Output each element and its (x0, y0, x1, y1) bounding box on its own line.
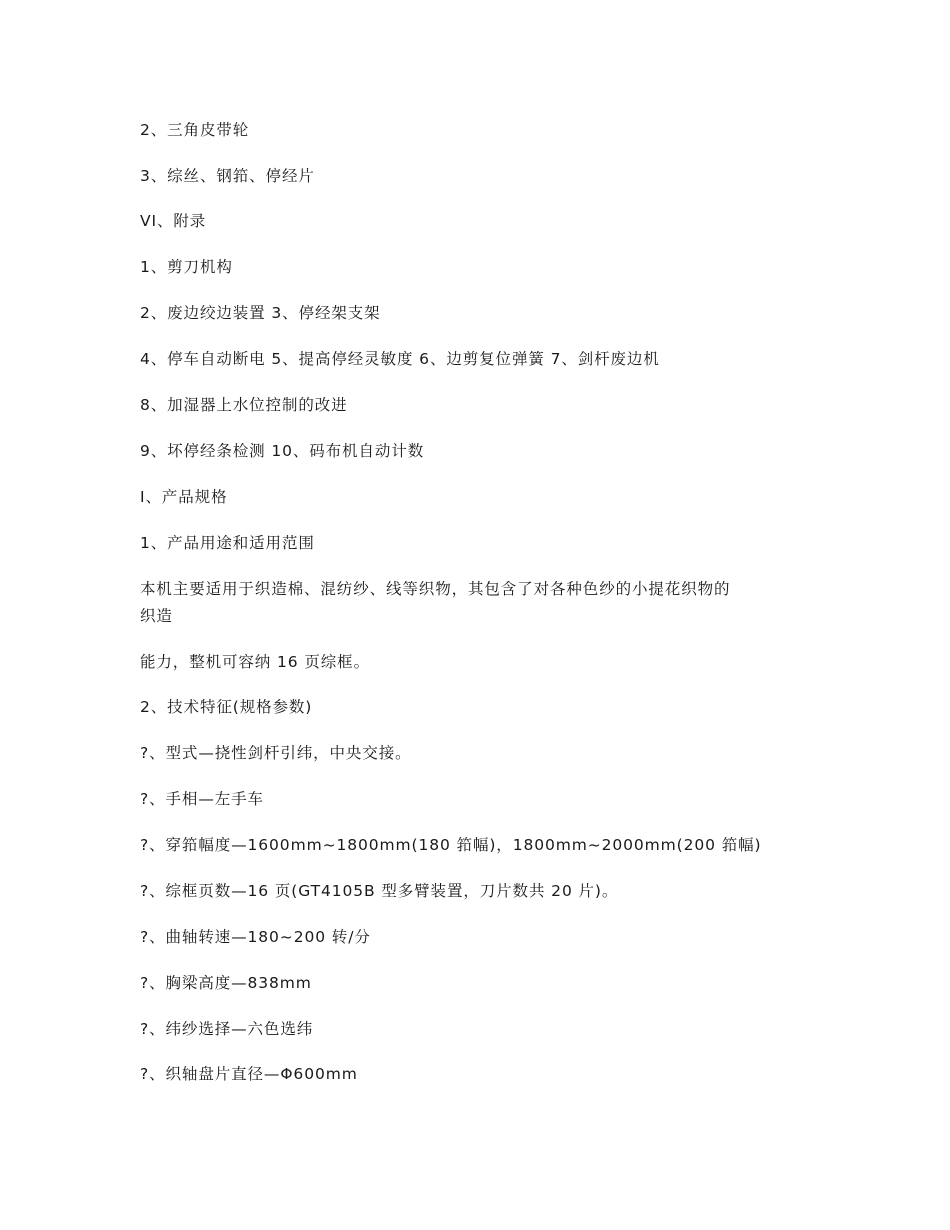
spec-item: ?、纬纱选择—六色选纬 (140, 1020, 314, 1038)
text-line: 2、废边绞边装置 3、停经架支架 (140, 304, 381, 322)
section-heading: VI、附录 (140, 212, 207, 230)
spec-item: ?、曲轴转速—180~200 转/分 (140, 928, 371, 946)
spec-item: ?、手相—左手车 (140, 790, 264, 808)
subsection-heading: 1、产品用途和适用范围 (140, 534, 315, 552)
spec-item: ?、穿筘幅度—1600mm~1800mm(180 筘幅)，1800mm~2000mm(200 筘幅) (140, 836, 762, 854)
spec-item: ?、综框页数—16 页(GT4105B 型多臂装置，刀片数共 20 片)。 (140, 882, 619, 900)
spec-item: ?、织轴盘片直径—Φ600mm (140, 1065, 358, 1083)
section-heading: I、产品规格 (140, 488, 228, 506)
text-line: 8、加湿器上水位控制的改进 (140, 396, 348, 414)
paragraph-line: 本机主要适用于织造棉、混纺纱、线等织物，其包含了对各种色纱的小提花织物的 (140, 580, 731, 598)
spec-item: ?、胸梁高度—838mm (140, 974, 312, 992)
text-line: 9、坏停经条检测 10、码布机自动计数 (140, 442, 425, 460)
paragraph-line: 能力，整机可容纳 16 页综框。 (140, 653, 370, 671)
paragraph-line: 织造 (140, 607, 173, 625)
text-line: 2、三角皮带轮 (140, 121, 250, 139)
subsection-heading: 2、技术特征(规格参数) (140, 698, 313, 716)
text-line: 4、停车自动断电 5、提高停经灵敏度 6、边剪复位弹簧 7、剑杆废边机 (140, 350, 660, 368)
text-line: 1、剪刀机构 (140, 258, 233, 276)
text-line: 3、综丝、钢筘、停经片 (140, 167, 315, 185)
spec-item: ?、型式—挠性剑杆引纬，中央交接。 (140, 744, 412, 762)
